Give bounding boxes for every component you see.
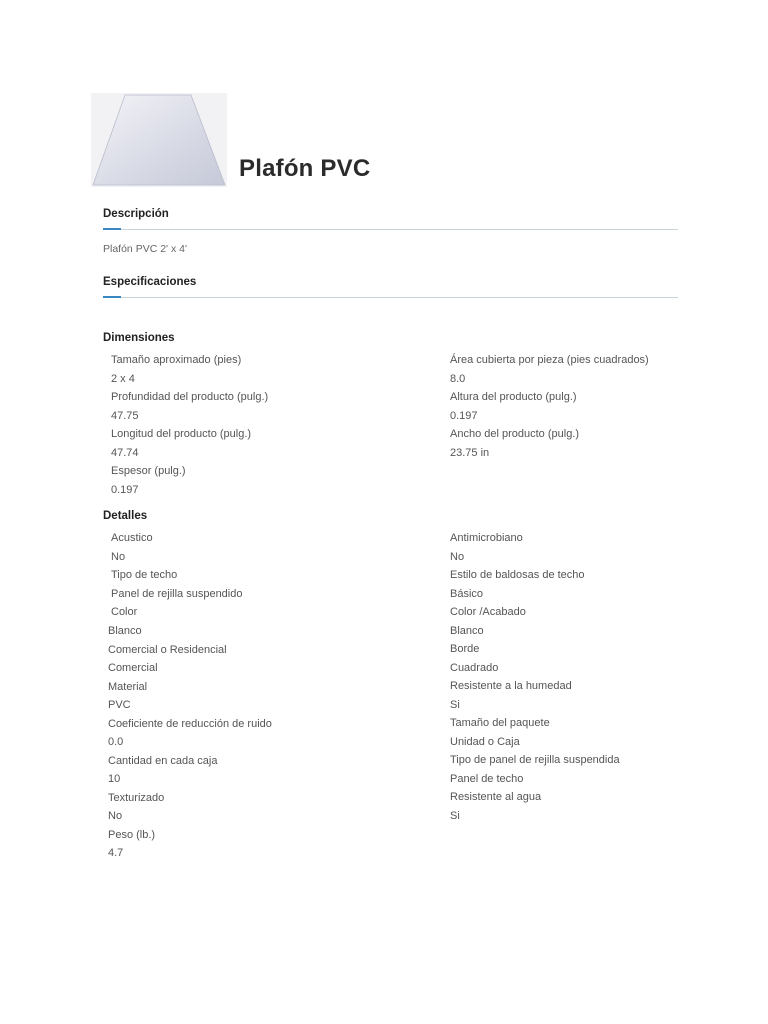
spec-value: No bbox=[450, 550, 465, 563]
spec-value: Si bbox=[450, 698, 460, 711]
spec-label: Panel de rejilla suspendido bbox=[111, 587, 243, 600]
product-image bbox=[91, 93, 227, 187]
spec-label: Resistente al agua bbox=[450, 791, 542, 803]
spec-label: Espesor (pulg.) bbox=[111, 465, 186, 477]
spec-label: Texturizado bbox=[108, 791, 165, 804]
spec-label: Acustico bbox=[111, 532, 153, 544]
description-text: Plafón PVC 2' x 4' bbox=[103, 243, 187, 255]
spec-label: Material bbox=[108, 680, 148, 693]
spec-value: 0.197 bbox=[111, 483, 139, 496]
spec-label: Color /Acabado bbox=[450, 606, 526, 618]
spec-label: Longitud del producto (pulg.) bbox=[111, 428, 252, 440]
spec-value: Básico bbox=[450, 587, 484, 600]
dimensions-left-column bbox=[111, 351, 268, 499]
spec-value: Si bbox=[450, 809, 460, 822]
spec-value: Blanco bbox=[450, 624, 484, 637]
details-heading: Detalles bbox=[103, 510, 148, 522]
spec-value: 4.7 bbox=[108, 847, 124, 859]
spec-value: 10 bbox=[108, 773, 121, 785]
spec-value: Cuadrado bbox=[450, 661, 499, 674]
spec-label: Tipo de techo bbox=[111, 569, 178, 581]
spec-label: Tamaño del paquete bbox=[450, 717, 550, 729]
spec-label: Peso (lb.) bbox=[108, 828, 156, 841]
spec-label: Área cubierta por pieza (pies cuadrados) bbox=[450, 354, 649, 366]
spec-label: Borde bbox=[450, 643, 480, 655]
spec-label: Profundidad del producto (pulg.) bbox=[111, 391, 269, 403]
details-left-column-top bbox=[111, 529, 242, 622]
spec-value: 23.75 in bbox=[450, 446, 490, 459]
dimensions-right-column bbox=[450, 351, 649, 462]
spec-label: Antimicrobiano bbox=[450, 532, 523, 544]
product-title: Plafón PVC bbox=[239, 155, 371, 182]
spec-value: No bbox=[108, 810, 123, 822]
spec-label: Tipo de panel de rejilla suspendida bbox=[450, 754, 620, 766]
spec-label: Ancho del producto (pulg.) bbox=[450, 428, 580, 440]
description-divider bbox=[103, 229, 678, 230]
spec-value: Unidad o Caja bbox=[450, 735, 520, 748]
spec-value: Blanco bbox=[108, 625, 142, 637]
spec-value: Panel de techo bbox=[450, 772, 524, 785]
specifications-heading: Especificaciones bbox=[103, 276, 197, 288]
spec-value: 47.74 bbox=[111, 446, 139, 459]
spec-label: Estilo de baldosas de techo bbox=[450, 569, 585, 581]
spec-label: Color bbox=[111, 606, 138, 618]
spec-label: Altura del producto (pulg.) bbox=[450, 391, 577, 403]
spec-value: PVC bbox=[108, 699, 131, 711]
spec-value: 8.0 bbox=[450, 372, 466, 385]
spec-label: Tamaño aproximado (pies) bbox=[111, 354, 242, 366]
spec-value: No bbox=[111, 550, 126, 563]
spec-value: 2 x 4 bbox=[111, 372, 135, 385]
details-right-column bbox=[450, 529, 620, 825]
specifications-divider bbox=[103, 297, 678, 298]
spec-label: Coeficiente de reducción de ruido bbox=[108, 717, 272, 730]
spec-label: Resistente a la humedad bbox=[450, 680, 572, 692]
spec-value: Comercial bbox=[108, 662, 158, 674]
details-left-column-bottom bbox=[108, 622, 272, 863]
dimensions-heading: Dimensiones bbox=[103, 332, 175, 344]
spec-value: 0.0 bbox=[108, 736, 124, 748]
spec-label: Cantidad en cada caja bbox=[108, 754, 218, 767]
spec-label: Comercial o Residencial bbox=[108, 643, 227, 656]
description-heading: Descripción bbox=[103, 208, 169, 220]
spec-value: 0.197 bbox=[450, 409, 478, 422]
spec-value: 47.75 bbox=[111, 409, 139, 422]
